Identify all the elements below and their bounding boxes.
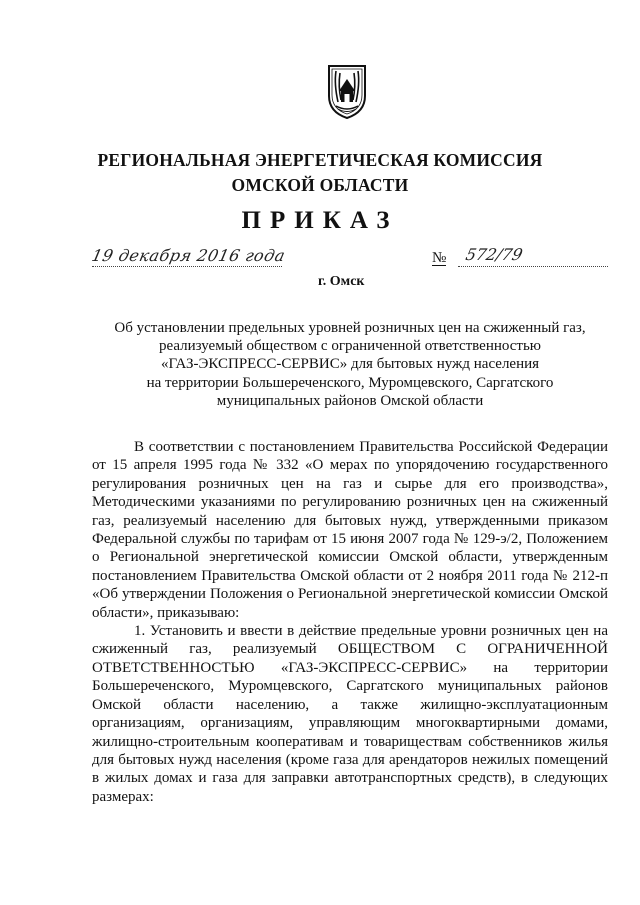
number-underline [458, 266, 608, 267]
subject-line: Об установлении предельных уровней розничных цен на сжиженный газ, [114, 320, 586, 336]
date-underline [92, 266, 282, 267]
subject-line: «ГАЗ-ЭКСПРЕСС-СЕРВИС» для бытовых нужд населения [160, 356, 540, 373]
subject-line: муниципальных районов Омской области [216, 392, 484, 409]
order-body [92, 438, 608, 806]
document-title: ПРИКАЗ [241, 207, 399, 234]
org-name-line2: ОМСКОЙ ОБЛАСТИ [231, 175, 409, 195]
order-subject [90, 319, 610, 410]
coat-of-arms-icon [326, 62, 368, 120]
subject-line: реализуемый обществом с ограниченной ответственностью [158, 338, 542, 355]
org-name-line1: РЕГИОНАЛЬНАЯ ЭНЕРГЕТИЧЕСКАЯ КОМИССИЯ [97, 150, 543, 170]
clause-1-paragraph: 1. Установить и ввести в действие предельные уровни розничных цен на сжиженный газ, реализуемый ОБЩЕСТВОМ С ОГРАНИЧЕННОЙ ОТВЕТСТВЕННОСТЬЮ «ГАЗ-ЭКСПРЕСС-СЕРВИС» на территории Большереченского, Муромцевского, Саргатского муниципальных районов Омской области населению, а также жилищно-эксплуатационным организациям, организациям, управляющим многоквартирными домами, жилищно-строительным кооперативам и товариществам собственников жилья для бытовых нужд населения (кроме газа для арендаторов нежилых помещений в жилых домах и газа для заправки автотранспортных средств), в следующих размерах: [92, 623, 608, 805]
city-label: г. Омск [318, 274, 365, 289]
handwritten-date: 19 декабря 2016 года [89, 246, 288, 265]
number-label: № [432, 250, 447, 266]
subject-line: на территории Большереченского, Муромцевского, Саргатского [146, 374, 554, 391]
preamble-paragraph: В соответствии с постановлением Правительства Российской Федерации от 15 апреля 1995 года № 332 «О мерах по упорядочению государственного регулирования розничных цен на газ и сырье для его производства», Методическими указаниями по регулированию розничных цен на сжиженный газ, реализуемый населению для бытовых нужд, утвержденными приказом Федеральной службы по тарифам от 15 июня 2007 года № 129-э/2, Положением о Региональной энергетической комиссии Омской области, утвержденным постановлением Правительства Омской области от 2 ноября 2011 года № 212-п «Об утверждении Положения о Региональной энергетической комиссии Омской области», приказываю: [92, 439, 608, 621]
handwritten-number: 572/79 [463, 245, 525, 264]
